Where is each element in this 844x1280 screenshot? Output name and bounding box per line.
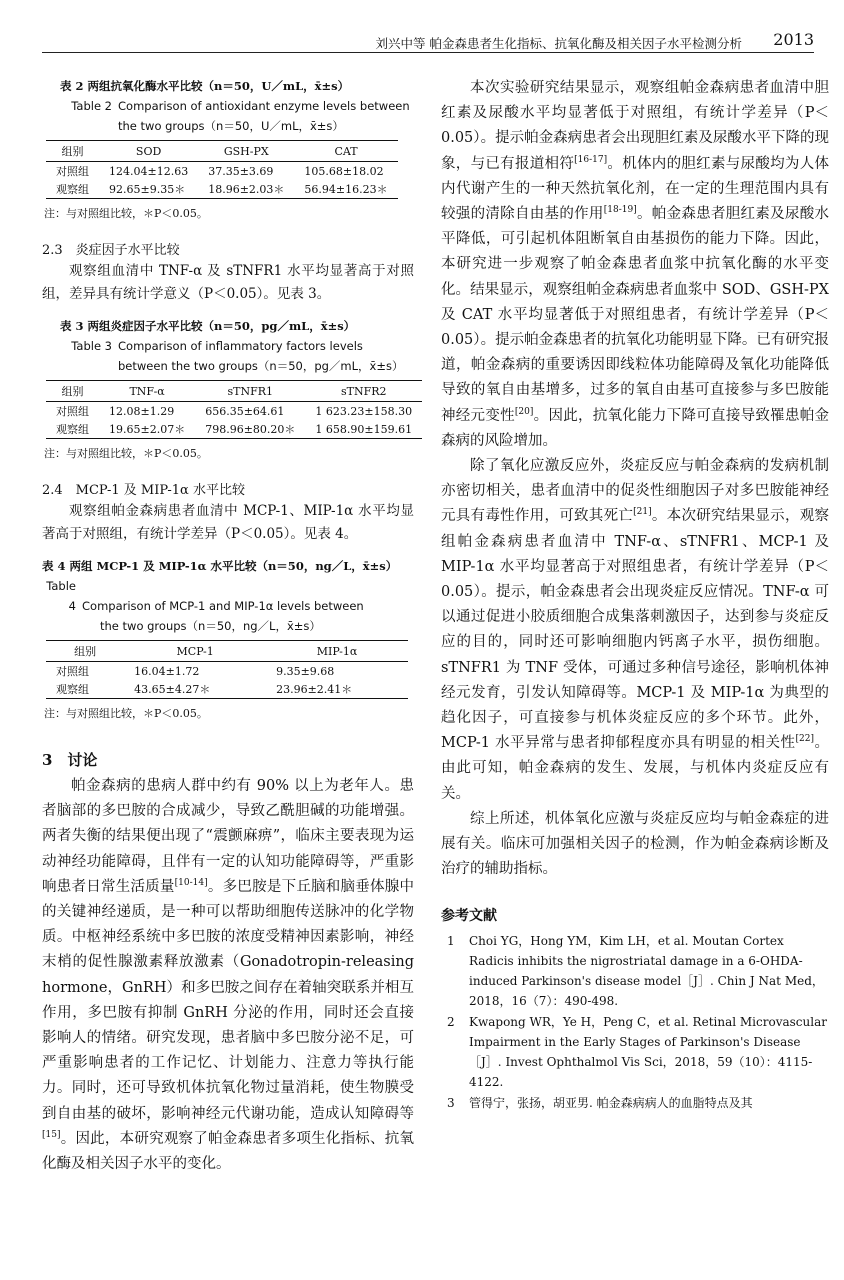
table3-label-en: Table 3	[71, 339, 112, 353]
table4-caption-en-2: the two groups（n＝50，ng／L，x̄±s）	[100, 619, 321, 633]
discussion-paragraph-2	[441, 76, 829, 454]
discussion-text: 帕金森病的患病人群中约有 90% 以上为老年人。患者脑部的多巴胺的合成减少，导致乙酰胆碱的功能增强。两者失衡的结果便出现了“震颤麻痹”，临床主要表现为运动神经功能障碍，且伴有一定的认知功能障碍等，严重影响患者日常生活质量	[42, 778, 414, 895]
right-column	[441, 76, 829, 1114]
reference-item	[441, 1093, 829, 1113]
table2-header: GSH-PX	[198, 141, 294, 162]
table4-note: 注：与对照组比较，＊P＜0.05。	[44, 707, 208, 720]
table4-label-en: Table 4	[46, 579, 76, 613]
discussion-paragraph-4: 综上所述，机体氧化应激与炎症反应均与帕金森症的进展有关。临床可加强相关因子的检测，作为帕金森病诊断及治疗的辅助指标。	[441, 810, 829, 878]
table2-caption-en-1: Comparison of antioxidant enzyme levels between	[118, 99, 410, 113]
table-cell: 18.96±2.03＊	[198, 180, 294, 199]
reference-text: 管得宁，张扬，胡亚男. 帕金森病病人的血脂特点及其	[469, 1095, 753, 1110]
table-cell: 798.96±80.20＊	[195, 420, 305, 439]
table-cell: 124.04±12.63	[109, 164, 189, 178]
table2-header: SOD	[99, 141, 198, 162]
table-cell: 对照组	[56, 165, 89, 178]
table-cell: 16.04±1.72	[134, 664, 200, 678]
discussion-text: 。机体内的胆红素与尿酸均为人体内代谢产生的一种天然抗氧化剂，在一定的生理范围内具有较强的清除自由基的作用	[441, 155, 830, 223]
table2-caption	[42, 76, 414, 136]
table-cell: 对照组	[56, 665, 89, 678]
reference-number: 3	[447, 1095, 455, 1110]
table3-caption	[42, 316, 414, 376]
table3-header: sTNFR2	[305, 381, 422, 402]
reference-number: 1	[447, 933, 455, 948]
discussion-text: 。因此，抗氧化能力下降可直接导致罹患帕金森病的风险增加。	[441, 407, 830, 449]
citation: [18-19]	[603, 205, 637, 216]
citation: [10-14]	[174, 877, 208, 888]
section-2-4-title: 2.4 MCP-1 及 MIP-1α 水平比较	[42, 483, 245, 498]
table-cell: 对照组	[56, 405, 89, 418]
reference-text: Choi YG，Hong YM，Kim LH，et al. Moutan Cortex Radicis inhibits the nigrostriatal damage in a 6-OHDA-induced Parkinson's disease model［J］. Chin J Nat Med，2018，16（7）：490-498.	[469, 933, 824, 1008]
discussion-paragraph-1	[42, 774, 414, 1177]
section-3-title: 3 讨论	[42, 751, 98, 769]
table2-header: CAT	[294, 141, 397, 162]
table-cell: 观察组	[46, 420, 99, 439]
table-row	[46, 180, 398, 199]
discussion-text: 。本次研究结果显示，观察组帕金森病患者血清中 TNF-α、sTNFR1、MCP-1 及 MIP-1α 水平均显著高于对照组患者，有统计学差异（P＜0.05）。提示，帕金森患者会出现炎症反应情况。TNF-α 可以通过促进小胶质细胞合成集落刺激因子，达到参与炎症反应的目的，同时还可影响细胞内钙离子水平，损伤细胞。sTNFR1 为 TNF 受体，可通过多种信号途径，影响机体神经元发育，引发认知障碍等。MCP-1 及 MIP-1α 为典型的趋化因子，可直接参与机体炎症反应的多个环节。此外，MCP-1 水平异常与患者抑郁程度亦具有明显的相关性	[441, 508, 830, 752]
table-cell: 105.68±18.02	[304, 164, 384, 178]
citation: [20]	[514, 406, 534, 417]
table3	[46, 380, 422, 439]
table2-caption-cn: 表 2 两组抗氧化酶水平比较（n＝50，U／mL，x̄±s）	[60, 79, 350, 93]
page-header	[42, 30, 814, 53]
table-cell: 656.35±64.61	[205, 404, 285, 418]
table-cell: 观察组	[46, 180, 99, 199]
section-2-4-text: 观察组帕金森病患者血清中 MCP-1、MIP-1α 水平均显著高于对照组，有统计学差异（P＜0.05）。见表 4。	[42, 503, 414, 542]
table3-header: sTNFR1	[195, 381, 305, 402]
table-cell: 92.65±9.35＊	[99, 180, 198, 199]
table3-caption-en-2: between the two groups（n＝50，pg／mL，x̄±s）	[118, 359, 404, 373]
table-cell: 观察组	[46, 680, 124, 699]
reference-text: Kwapong WR，Ye H，Peng C，et al. Retinal Microvascular Impairment in the Early Stages of Parkinson's Disease［J］. Invest Ophthalmol Vis Sci，2018，59（10）：4115-4122.	[469, 1014, 827, 1089]
table4	[46, 640, 408, 699]
table-cell: 9.35±9.68	[276, 664, 335, 678]
table4-header: MIP-1α	[266, 641, 408, 662]
table3-header: 组别	[46, 381, 99, 402]
table-cell: 43.65±4.27＊	[124, 680, 266, 699]
table-row	[46, 420, 422, 439]
discussion-text: 除了氧化应激反应外，炎症反应与帕金森病的发病机制亦密切相关，患者血清中的促炎性细胞因子对多巴胺能神经元具有毒性作用，可致其死亡	[441, 458, 829, 525]
table2	[46, 140, 398, 199]
running-title: 刘兴中等 帕金森患者生化指标、抗氧化酶及相关因子水平检测分析	[375, 36, 742, 51]
table4-header: 组别	[46, 641, 124, 662]
table4-header: MCP-1	[124, 641, 266, 662]
discussion-text: 本次实验研究结果显示，观察组帕金森病患者血清中胆红素及尿酸水平均显著低于对照组，有统计学差异（P＜0.05）。提示帕金森病患者会出现胆红素及尿酸水平下降的现象，与已有报道相符	[441, 80, 829, 172]
table-row	[46, 402, 422, 421]
table-cell: 37.35±3.69	[208, 164, 274, 178]
table4-caption-cn: 表 4 两组 MCP-1 及 MIP-1α 水平比较（n＝50，ng／L，x̄±s）	[42, 559, 398, 573]
table-row	[46, 680, 408, 699]
references-title: 参考文献	[441, 907, 497, 924]
table4-caption	[42, 556, 414, 636]
table2-label-en: Table 2	[71, 99, 112, 113]
table-row	[46, 662, 408, 681]
discussion-text: 。多巴胺是下丘脑和脑垂体腺中的关键神经递质，是一种可以帮助细胞传送脉冲的化学物质。中枢神经系统中多巴胺的浓度受精神因素影响，神经末梢的促性腺激素释放激素（Gonadotropin-releasing hormone，GnRH）和多巴胺之间存在着轴突联系并相互作用，多巴胺有抑制 GnRH 分泌的作用，同时还会直接影响人的情绪。研究发现，患者脑中多巴胺分泌不足，可严重影响患者的工作记忆、计划能力、注意力等执行能力。同时，还可导致机体抗氧化物过量消耗，使生物膜受到自由基的破坏，影响神经元代谢功能，造成认知障碍等	[42, 878, 415, 1122]
reference-item	[441, 1012, 829, 1092]
table-cell: 23.96±2.41＊	[266, 680, 408, 699]
left-column	[42, 76, 414, 1177]
discussion-text: 。由此可知，帕金森病的发生、发展，与机体内炎症反应有关。	[441, 735, 830, 802]
citation: [15]	[42, 1130, 61, 1141]
section-2-3-text: 观察组血清中 TNF-α 及 sTNFR1 水平均显著高于对照组，差异具有统计学意义（P＜0.05）。见表 3。	[42, 263, 414, 302]
table2-header: 组别	[46, 141, 99, 162]
table3-caption-en-1: Comparison of inflammatory factors levels	[118, 339, 363, 353]
section-2-3-title: 2.3 炎症因子水平比较	[42, 243, 180, 258]
table-cell: 12.08±1.29	[109, 404, 175, 418]
discussion-text: 。因此，本研究观察了帕金森患者多项生化指标、抗氧化酶及相关因子水平的变化。	[42, 1130, 414, 1173]
page-number: 2013	[773, 30, 814, 49]
table-cell: 1 658.90±159.61	[305, 420, 422, 439]
discussion-text: 。帕金森患者胆红素及尿酸水平降低，可引起机体阻断氧自由基损伤的能力下降。因此，本研究进一步观察了帕金森患者血浆中抗氧化酶的水平变化。结果显示，观察组帕金森病患者血浆中 SOD、GSH-PX 及 CAT 水平均显著低于对照组患者，有统计学差异（P＜0.05）。提示帕金森患者的抗氧化功能明显下降。已有研究报道，帕金森病的重要诱因即线粒体功能障碍及氧化功能降低导致的氧自由基增多，过多的氧自由基可直接参与多巴胺能神经元变性	[441, 206, 830, 424]
table-cell: 56.94±16.23＊	[294, 180, 397, 199]
table-row	[46, 162, 398, 181]
table2-note: 注：与对照组比较，＊P＜0.05。	[44, 207, 208, 220]
citation: [21]	[633, 507, 652, 518]
reference-item	[441, 931, 829, 1011]
reference-number: 2	[447, 1014, 455, 1029]
table-cell: 19.65±2.07＊	[99, 420, 195, 439]
table2-caption-en-2: the two groups（n＝50，U／mL，x̄±s）	[118, 119, 344, 133]
table3-note: 注：与对照组比较，＊P＜0.05。	[44, 447, 208, 460]
discussion-paragraph-3	[441, 454, 829, 807]
table4-caption-en-1: Comparison of MCP-1 and MIP-1α levels between	[82, 599, 364, 613]
citation: [16-17]	[574, 154, 608, 165]
table-cell: 1 623.23±158.30	[315, 404, 413, 418]
citation: [22]	[795, 734, 814, 745]
table3-caption-cn: 表 3 两组炎症因子水平比较（n＝50，pg／mL，x̄±s）	[60, 319, 356, 333]
table3-header: TNF-α	[99, 381, 195, 402]
